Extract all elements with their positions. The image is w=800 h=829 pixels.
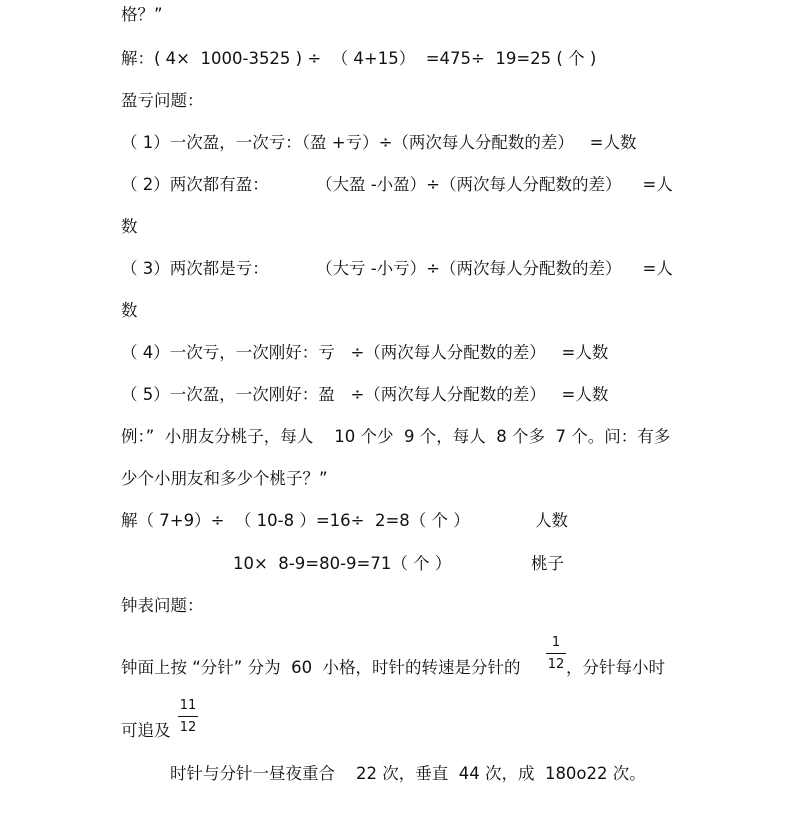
line-14: 10× 8-9=80-9=71（ 个 ）	[233, 554, 452, 573]
line-1: 格？”	[121, 5, 163, 24]
fraction-11-12	[178, 698, 198, 736]
line-8: 数	[121, 301, 138, 320]
fraction-denominator: 12	[547, 657, 565, 672]
line-2: 解：( 4× 1000-3525 ) ÷ （ 4+15） =475÷ 19=25 ( 个 )	[121, 49, 597, 68]
label-peaches: 桃子	[531, 554, 564, 573]
fraction-1-12	[546, 635, 566, 673]
line-11: 例：” 小朋友分桃子，每人 10 个少 9 个，每人 8 个多 7 个。问：有多	[121, 427, 671, 446]
fraction-bar	[178, 716, 198, 717]
line-7: （ 3）两次都是亏： （大亏 -小亏）÷（两次每人分配数的差） =人	[121, 259, 673, 278]
heading-clock: 钟表问题：	[121, 596, 204, 615]
line-6: 数	[121, 217, 138, 236]
line-17: 可追及	[121, 721, 171, 740]
heading-surplus-deficit: 盈亏问题：	[121, 91, 204, 110]
line-18: 时针与分针一昼夜重合 22 次，垂直 44 次，成 180o22 次。	[170, 764, 646, 783]
fraction-bar	[546, 653, 566, 654]
fraction-numerator: 1	[551, 635, 561, 650]
fraction-numerator: 11	[179, 698, 197, 713]
line-16: 钟面上按 “分针” 分为 60 小格，时针的转速是分针的	[121, 658, 521, 677]
line-16-tail: ，分针每小时	[566, 658, 665, 677]
line-12: 少个小朋友和多少个桃子？”	[121, 469, 328, 488]
line-9: （ 4）一次亏，一次刚好：亏 ÷（两次每人分配数的差） =人数	[121, 343, 609, 362]
label-people: 人数	[535, 511, 568, 530]
line-4: （ 1）一次盈，一次亏：（盈 +亏）÷（两次每人分配数的差） =人数	[121, 133, 637, 152]
fraction-denominator: 12	[179, 720, 197, 735]
line-13: 解（ 7+9）÷ （ 10-8 ）=16÷ 2=8（ 个 ）	[121, 511, 470, 530]
line-10: （ 5）一次盈，一次刚好：盈 ÷（两次每人分配数的差） =人数	[121, 385, 609, 404]
line-5: （ 2）两次都有盈： （大盈 -小盈）÷（两次每人分配数的差） =人	[121, 175, 673, 194]
